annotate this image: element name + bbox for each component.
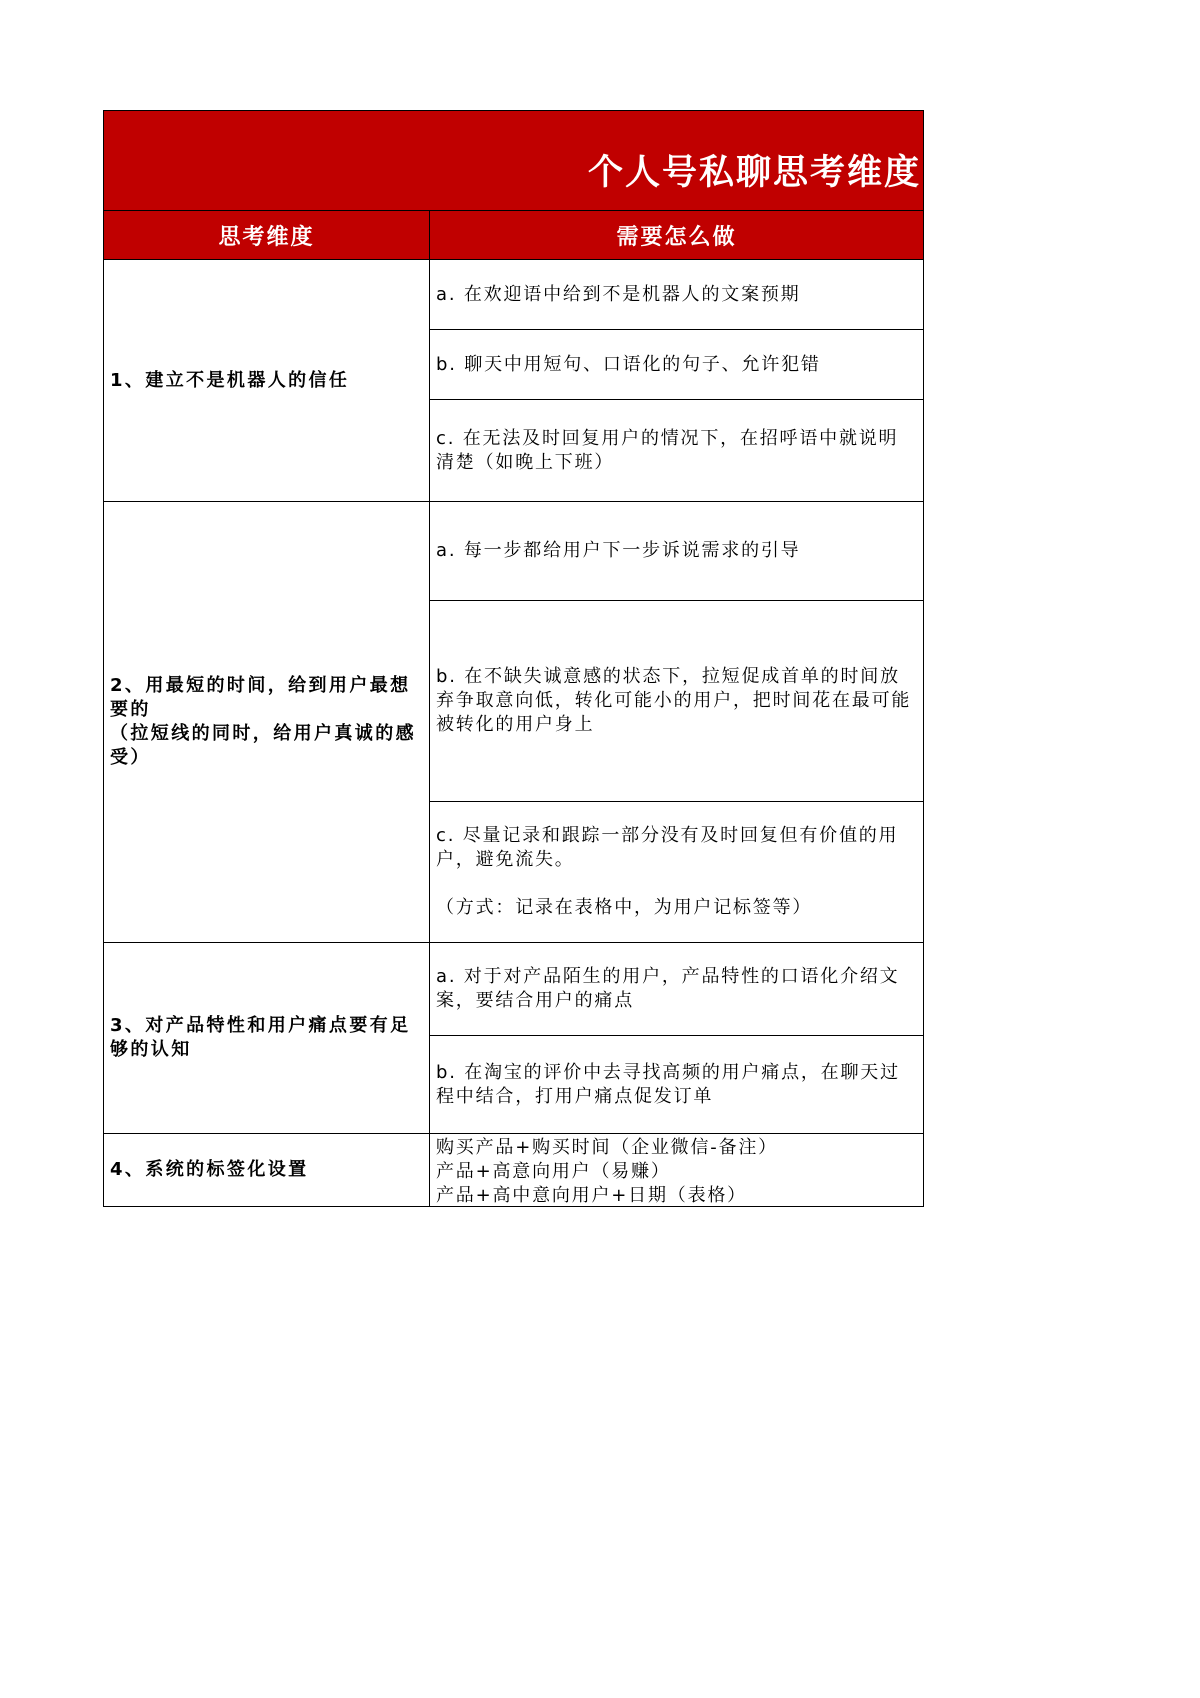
- action-cell: 购买产品+购买时间（企业微信-备注） 产品+高意向用户（易赚） 产品+高中意向用户+日期（表格）: [436, 1137, 778, 1206]
- action-list: [430, 1134, 923, 1206]
- header-dimension: 思考维度: [104, 211, 430, 259]
- header-row: [104, 211, 923, 260]
- table-row-group: [104, 260, 923, 502]
- action-list: [430, 943, 923, 1133]
- action-cell: c. 在无法及时回复用户的情况下，在招呼语中就说明清楚（如晚上下班）: [436, 427, 899, 473]
- action-list: [430, 502, 923, 942]
- dimension-cell: 2、用最短的时间，给到用户最想要的 （拉短线的同时，给用户真诚的感受）: [104, 502, 430, 942]
- dimension-cell: 3、对产品特性和用户痛点要有足够的认知: [104, 943, 430, 1133]
- action-cell: b. 在不缺失诚意感的状态下，拉短促成首单的时间放弃争取意向低，转化可能小的用户，把时间花在最可能被转化的用户身上: [430, 601, 923, 802]
- table-row-group: [104, 1134, 923, 1206]
- table-row-group: [104, 943, 923, 1134]
- spreadsheet-table: [103, 110, 924, 1207]
- action-cell: a. 在欢迎语中给到不是机器人的文案预期: [430, 260, 923, 330]
- action-cell: b. 聊天中用短句、口语化的句子、允许犯错: [430, 330, 923, 400]
- action-cell: b. 在淘宝的评价中去寻找高频的用户痛点，在聊天过程中结合，打用户痛点促发订单: [436, 1061, 900, 1107]
- action-cell: a. 对于对产品陌生的用户，产品特性的口语化介绍文案，要结合用户的痛点: [430, 943, 923, 1036]
- table-row-group: [104, 502, 923, 943]
- action-cell: a. 每一步都给用户下一步诉说需求的引导: [430, 502, 923, 601]
- header-action: 需要怎么做: [616, 224, 737, 250]
- dimension-cell: 1、建立不是机器人的信任: [104, 260, 430, 501]
- page-title: 个人号私聊思考维度: [588, 153, 922, 193]
- title-bar: [104, 111, 923, 211]
- action-cell: c. 尽量记录和跟踪一部分没有及时回复但有价值的用户，避免流失。 （方式：记录在表格中，为用户记标签等）: [436, 825, 899, 918]
- action-list: [430, 260, 923, 501]
- dimension-cell: 4、系统的标签化设置: [104, 1134, 430, 1206]
